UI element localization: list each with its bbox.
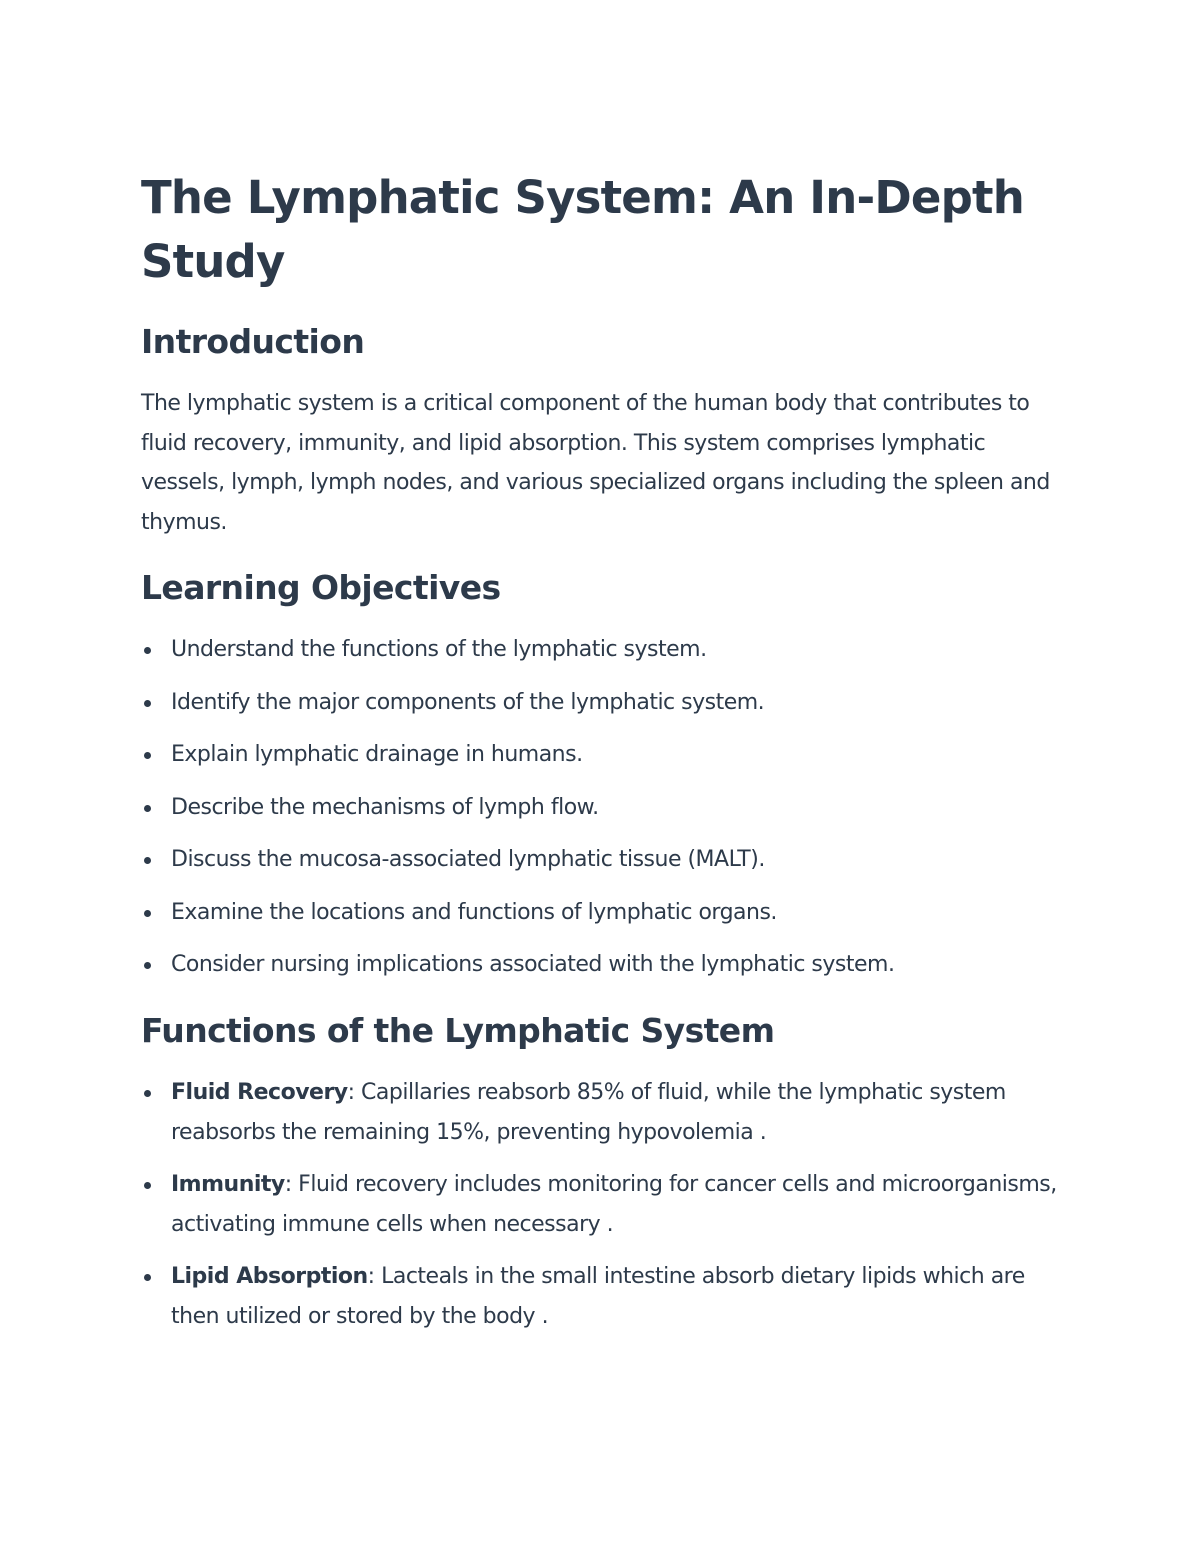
list-item: Examine the locations and functions of lymphatic organs. (141, 893, 1071, 933)
function-description: : Lacteals in the small intestine absorb dietary lipids which are then utilized or stored by the body . (171, 1264, 1025, 1329)
functions-list (141, 1073, 1071, 1337)
page-title: The Lymphatic System: An In-Depth Study (141, 171, 1024, 288)
list-item: Identify the major components of the lymphatic system. (141, 683, 1071, 723)
introduction-heading: Introduction (141, 322, 365, 361)
list-item: Consider nursing implications associated with the lymphatic system. (141, 945, 1071, 985)
list-item: Discuss the mucosa-associated lymphatic tissue (MALT). (141, 840, 1071, 880)
list-item (141, 1073, 1071, 1153)
functions-heading: Functions of the Lymphatic System (141, 1011, 775, 1050)
introduction-paragraph: The lymphatic system is a critical component of the human body that contributes to fluid recovery, immunity, and lipid absorption. This system comprises lymphatic vessels, lymph, lymph nodes, and various specialized organs including the spleen and thymus. (141, 391, 1050, 535)
list-item: Describe the mechanisms of lymph flow. (141, 788, 1071, 828)
list-item: Understand the functions of the lymphatic system. (141, 630, 1071, 670)
function-term: Immunity (171, 1172, 285, 1197)
function-description: : Fluid recovery includes monitoring for cancer cells and microorganisms, activating immune cells when necessary . (171, 1172, 1057, 1237)
learning-objectives-list (141, 630, 1071, 985)
list-item (141, 1257, 1071, 1337)
function-term: Lipid Absorption (171, 1264, 368, 1289)
learning-objectives-heading: Learning Objectives (141, 568, 501, 607)
document-page (141, 166, 1071, 1349)
list-item (141, 1165, 1071, 1245)
list-item: Explain lymphatic drainage in humans. (141, 735, 1071, 775)
function-description: : Capillaries reabsorb 85% of fluid, while the lymphatic system reabsorbs the remaining 15%, preventing hypovolemia . (171, 1080, 1006, 1145)
function-term: Fluid Recovery (171, 1080, 348, 1105)
